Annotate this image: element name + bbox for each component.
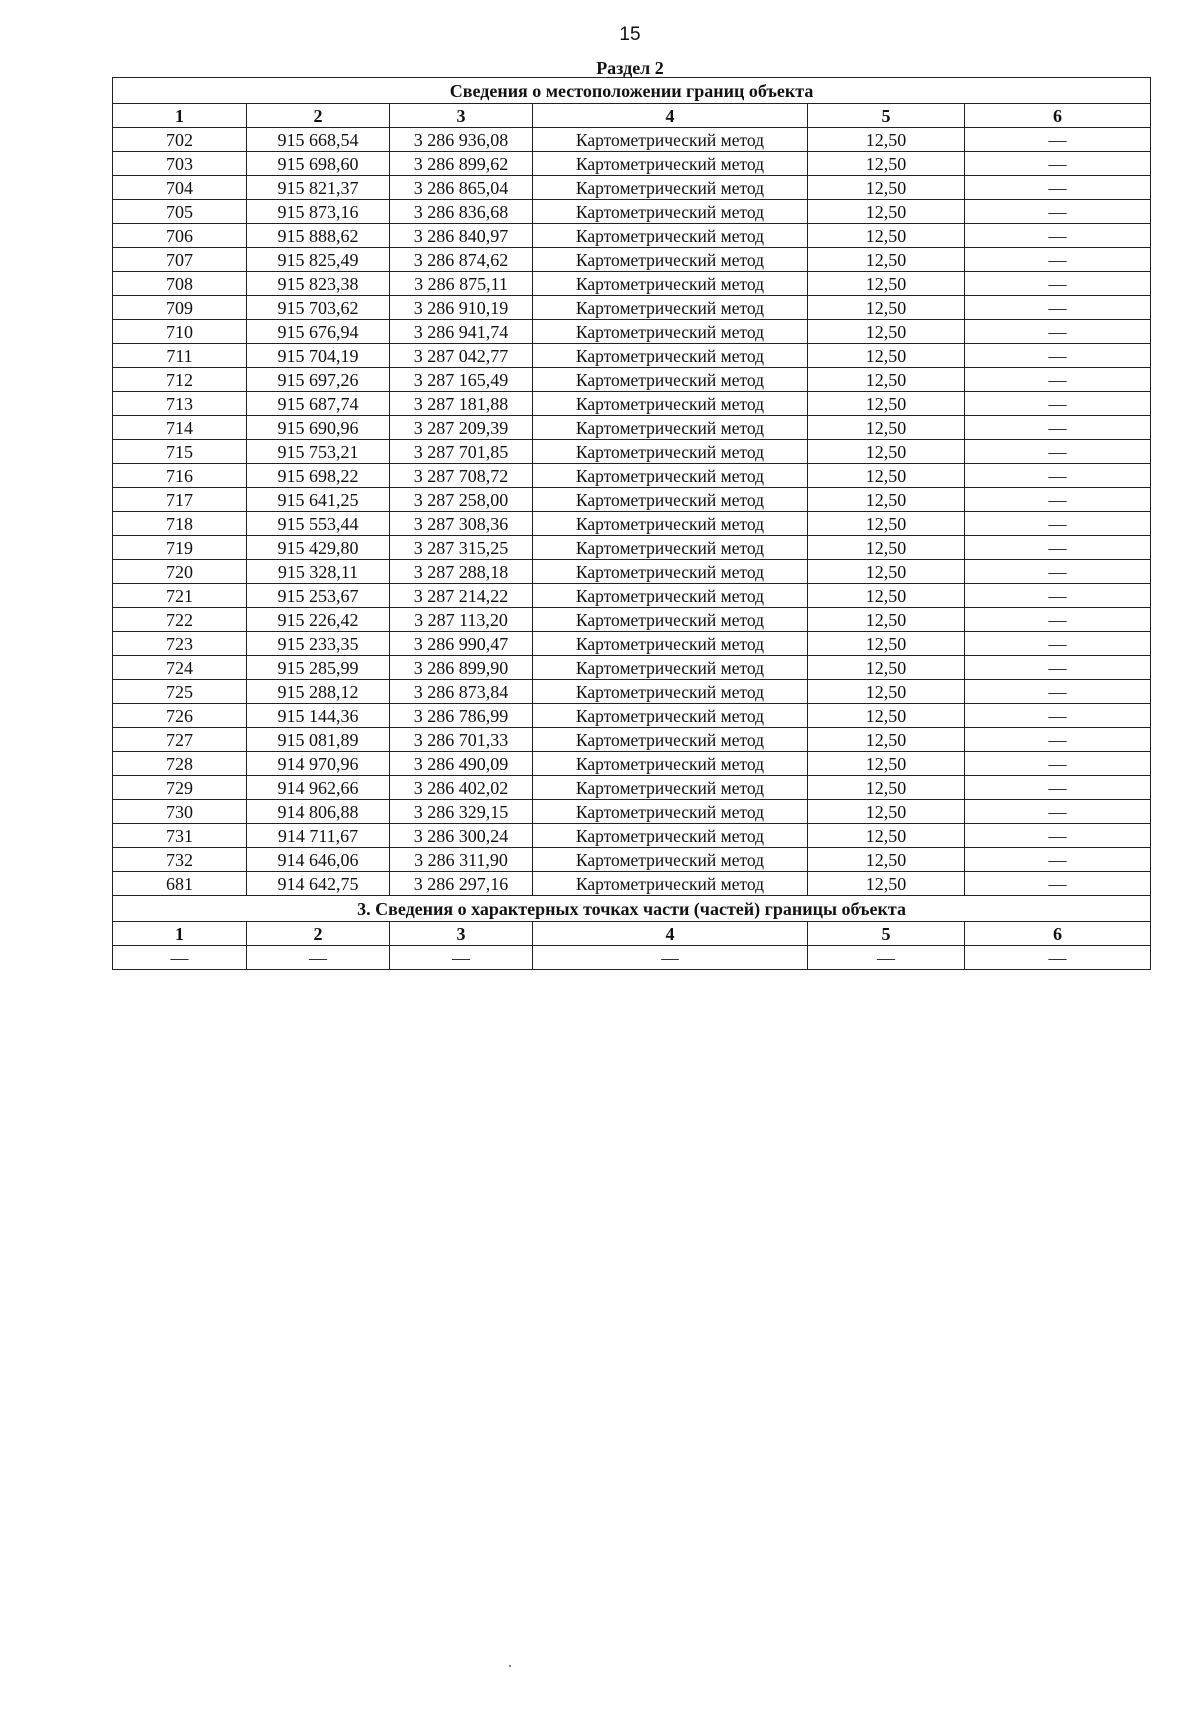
column-header: 2 [247,104,390,128]
table-cell: 12,50 [808,248,965,272]
table-cell: — [808,946,965,970]
table-cell: 12,50 [808,560,965,584]
table-cell: — [965,872,1151,896]
table-cell: Картометрический метод [533,824,808,848]
table-row [113,512,1151,536]
table-cell: 915 821,37 [247,176,390,200]
table-cell: 716 [113,464,247,488]
table-cell: 731 [113,824,247,848]
table-cell: — [965,608,1151,632]
table-cell: — [965,800,1151,824]
table-row [113,776,1151,800]
table-cell: 12,50 [808,704,965,728]
table-caption: Сведения о местоположении границ объекта [113,78,1151,104]
table-cell: 915 081,89 [247,728,390,752]
table-cell: 915 823,38 [247,272,390,296]
column-header: 5 [808,104,965,128]
table-cell: 915 753,21 [247,440,390,464]
table-cell: 726 [113,704,247,728]
table-cell: 3 287 288,18 [390,560,533,584]
table-cell: Картометрический метод [533,320,808,344]
table-cell: 12,50 [808,848,965,872]
table-cell: 723 [113,632,247,656]
table-row [113,272,1151,296]
table-cell: — [247,946,390,970]
table-cell: 12,50 [808,632,965,656]
table-cell: 3 286 840,97 [390,224,533,248]
table-row [113,344,1151,368]
table-cell: 915 676,94 [247,320,390,344]
table-cell: — [965,776,1151,800]
table-cell: Картометрический метод [533,200,808,224]
table-cell: Картометрический метод [533,392,808,416]
table-cell: — [965,824,1151,848]
table-cell: 3 286 936,08 [390,128,533,152]
table-cell: 702 [113,128,247,152]
table-cell: 12,50 [808,824,965,848]
table-cell: 914 642,75 [247,872,390,896]
table-cell: 915 690,96 [247,416,390,440]
table-cell: 730 [113,800,247,824]
table-cell: Картометрический метод [533,176,808,200]
table-row [113,680,1151,704]
table-cell: 705 [113,200,247,224]
table-cell: 3 286 311,90 [390,848,533,872]
table-cell: 915 226,42 [247,608,390,632]
table-cell: 3 286 300,24 [390,824,533,848]
table-cell: — [390,946,533,970]
table-cell: 3 286 874,62 [390,248,533,272]
table-cell: — [965,368,1151,392]
table-cell: 713 [113,392,247,416]
table-cell: 3 287 308,36 [390,512,533,536]
table-cell: 915 687,74 [247,392,390,416]
table-cell: 12,50 [808,368,965,392]
table-cell: Картометрический метод [533,248,808,272]
table-cell: 719 [113,536,247,560]
table-row [113,488,1151,512]
table-cell: 915 553,44 [247,512,390,536]
table-cell: — [965,416,1151,440]
table-cell: 3 286 941,74 [390,320,533,344]
table-cell: Картометрический метод [533,344,808,368]
table-row [113,608,1151,632]
table-cell: Картометрический метод [533,704,808,728]
table-cell: 3 287 214,22 [390,584,533,608]
boundary-table [112,77,1151,970]
column-header: 5 [808,922,965,946]
table-cell: 12,50 [808,440,965,464]
table-cell: 915 288,12 [247,680,390,704]
table-cell: Картометрический метод [533,416,808,440]
table-row [113,824,1151,848]
table-cell: — [965,656,1151,680]
column-header: 1 [113,104,247,128]
table-cell: 915 144,36 [247,704,390,728]
table-cell: Картометрический метод [533,776,808,800]
table-cell: 3 286 899,62 [390,152,533,176]
table-cell: 915 285,99 [247,656,390,680]
table-cell: Картометрический метод [533,800,808,824]
table-cell: Картометрический метод [533,368,808,392]
table-cell: Картометрический метод [533,440,808,464]
table-cell: 3 286 836,68 [390,200,533,224]
table-cell: — [965,560,1151,584]
table-cell: 720 [113,560,247,584]
column-header-row [113,922,1151,946]
table-cell: 724 [113,656,247,680]
table-row [113,946,1151,970]
table-cell: Картометрический метод [533,296,808,320]
table-cell: 12,50 [808,512,965,536]
table-cell: 717 [113,488,247,512]
table-cell: Картометрический метод [533,224,808,248]
table-cell: Картометрический метод [533,656,808,680]
column-header-row [113,104,1151,128]
table-cell: 12,50 [808,752,965,776]
column-header: 1 [113,922,247,946]
table-cell: 3 286 875,11 [390,272,533,296]
table-cell: 3 287 165,49 [390,368,533,392]
table-cell: 721 [113,584,247,608]
column-header: 4 [533,922,808,946]
table-cell: — [965,128,1151,152]
table-cell: 12,50 [808,536,965,560]
table-cell: 12,50 [808,872,965,896]
table-cell: Картометрический метод [533,608,808,632]
table-cell: 710 [113,320,247,344]
table-cell: 12,50 [808,344,965,368]
section-title: Раздел 2 [596,58,664,78]
table-cell: 915 668,54 [247,128,390,152]
table-cell: 12,50 [808,320,965,344]
table-cell: 3 286 786,99 [390,704,533,728]
table-row [113,416,1151,440]
column-header: 3 [390,104,533,128]
table-row [113,584,1151,608]
scan-speck [509,1665,511,1667]
table-row [113,152,1151,176]
table-cell: 914 970,96 [247,752,390,776]
table-cell: — [965,704,1151,728]
table-cell: 12,50 [808,728,965,752]
table-cell: 704 [113,176,247,200]
table-cell: 915 698,60 [247,152,390,176]
table-cell: 3 286 873,84 [390,680,533,704]
table-cell: 3 287 042,77 [390,344,533,368]
table-cell: Картометрический метод [533,872,808,896]
table-row [113,800,1151,824]
table-row [113,632,1151,656]
table-cell: Картометрический метод [533,512,808,536]
table-cell: — [965,680,1151,704]
table-cell: 915 233,35 [247,632,390,656]
table-cell: 3 287 181,88 [390,392,533,416]
table-row [113,440,1151,464]
table-row [113,296,1151,320]
table-cell: 3 287 315,25 [390,536,533,560]
table-row [113,464,1151,488]
column-header: 2 [247,922,390,946]
table-cell: 3 286 899,90 [390,656,533,680]
table-cell: — [965,152,1151,176]
table-caption-row [113,78,1151,104]
table-cell: 915 698,22 [247,464,390,488]
table-cell: 712 [113,368,247,392]
table-row [113,320,1151,344]
table-cell: 915 888,62 [247,224,390,248]
table-cell: Картометрический метод [533,560,808,584]
table-cell: — [965,440,1151,464]
table-cell: — [113,946,247,970]
table-cell: 3 287 113,20 [390,608,533,632]
table-cell: — [965,272,1151,296]
table-row [113,752,1151,776]
table-cell: Картометрический метод [533,464,808,488]
table-cell: — [965,464,1151,488]
table-cell: 915 328,11 [247,560,390,584]
table-row [113,128,1151,152]
column-header: 3 [390,922,533,946]
table-cell: 3 286 701,33 [390,728,533,752]
table-cell: Картометрический метод [533,152,808,176]
table-cell: Картометрический метод [533,536,808,560]
table-cell: 12,50 [808,296,965,320]
table-cell: Картометрический метод [533,752,808,776]
page-number: 15 [619,24,641,45]
table-cell: Картометрический метод [533,584,808,608]
table-cell: 915 825,49 [247,248,390,272]
table-cell: 12,50 [808,584,965,608]
table-caption-row [113,896,1151,922]
table-cell: 12,50 [808,200,965,224]
boundary-table-body [113,78,1151,970]
table-cell: — [965,848,1151,872]
table-cell: 12,50 [808,152,965,176]
table-cell: Картометрический метод [533,848,808,872]
table-cell: 915 703,62 [247,296,390,320]
table-cell: 3 286 910,19 [390,296,533,320]
table-cell: Картометрический метод [533,272,808,296]
table-cell: 718 [113,512,247,536]
table-row [113,560,1151,584]
table-cell: 12,50 [808,224,965,248]
table-cell: 12,50 [808,128,965,152]
table-cell: Картометрический метод [533,632,808,656]
table-cell: 3 286 990,47 [390,632,533,656]
table-row [113,392,1151,416]
table-cell: — [965,728,1151,752]
table-cell: — [965,344,1151,368]
table-cell: — [965,248,1151,272]
table-cell: 711 [113,344,247,368]
table-row [113,728,1151,752]
table-cell: 728 [113,752,247,776]
column-header: 4 [533,104,808,128]
table-cell: — [965,632,1151,656]
table-cell: 914 711,67 [247,824,390,848]
table-row [113,704,1151,728]
table-row [113,536,1151,560]
table-row [113,848,1151,872]
table-cell: 12,50 [808,680,965,704]
table-cell: 12,50 [808,464,965,488]
table-cell: 915 253,67 [247,584,390,608]
table-cell: — [965,512,1151,536]
table-cell: — [533,946,808,970]
table-cell: 729 [113,776,247,800]
table-cell: 12,50 [808,488,965,512]
table-row [113,656,1151,680]
table-cell: 3 286 865,04 [390,176,533,200]
table-cell: — [965,752,1151,776]
table-cell: Картометрический метод [533,728,808,752]
table-cell: 709 [113,296,247,320]
table-cell: Картометрический метод [533,488,808,512]
table-cell: 12,50 [808,416,965,440]
table-cell: 714 [113,416,247,440]
table-cell: 915 704,19 [247,344,390,368]
table-row [113,248,1151,272]
table-cell: — [965,200,1151,224]
table-cell: 727 [113,728,247,752]
table-cell: 12,50 [808,176,965,200]
table-cell: 12,50 [808,800,965,824]
table-cell: 708 [113,272,247,296]
table-cell: 3 287 258,00 [390,488,533,512]
table-cell: 12,50 [808,608,965,632]
table-cell: 12,50 [808,272,965,296]
table-cell: 3 286 297,16 [390,872,533,896]
table-cell: 732 [113,848,247,872]
table-row [113,872,1151,896]
table-cell: 12,50 [808,392,965,416]
table-cell: 681 [113,872,247,896]
table-cell: 3 286 402,02 [390,776,533,800]
table-cell: Картометрический метод [533,680,808,704]
table-cell: 915 429,80 [247,536,390,560]
table-row [113,224,1151,248]
table-cell: — [965,946,1151,970]
table-cell: Картометрический метод [533,128,808,152]
table-cell: 914 962,66 [247,776,390,800]
table-cell: 914 806,88 [247,800,390,824]
table-cell: 715 [113,440,247,464]
table-caption: 3. Сведения о характерных точках части (частей) границы объекта [113,896,1151,922]
table-cell: 706 [113,224,247,248]
table-cell: 3 287 209,39 [390,416,533,440]
table-row [113,200,1151,224]
table-cell: 707 [113,248,247,272]
table-cell: 3 286 329,15 [390,800,533,824]
table-cell: — [965,296,1151,320]
table-row [113,368,1151,392]
table-row [113,176,1151,200]
table-cell: 3 287 708,72 [390,464,533,488]
table-cell: 3 287 701,85 [390,440,533,464]
table-cell: 725 [113,680,247,704]
table-cell: 12,50 [808,776,965,800]
table-cell: 915 641,25 [247,488,390,512]
table-cell: — [965,320,1151,344]
table-cell: — [965,488,1151,512]
table-cell: 703 [113,152,247,176]
table-cell: — [965,536,1151,560]
table-cell: 914 646,06 [247,848,390,872]
table-cell: — [965,176,1151,200]
table-cell: 915 873,16 [247,200,390,224]
column-header: 6 [965,104,1151,128]
table-cell: — [965,584,1151,608]
table-cell: — [965,224,1151,248]
table-cell: 3 286 490,09 [390,752,533,776]
table-cell: — [965,392,1151,416]
table-cell: 12,50 [808,656,965,680]
table-cell: 915 697,26 [247,368,390,392]
column-header: 6 [965,922,1151,946]
table-cell: 722 [113,608,247,632]
